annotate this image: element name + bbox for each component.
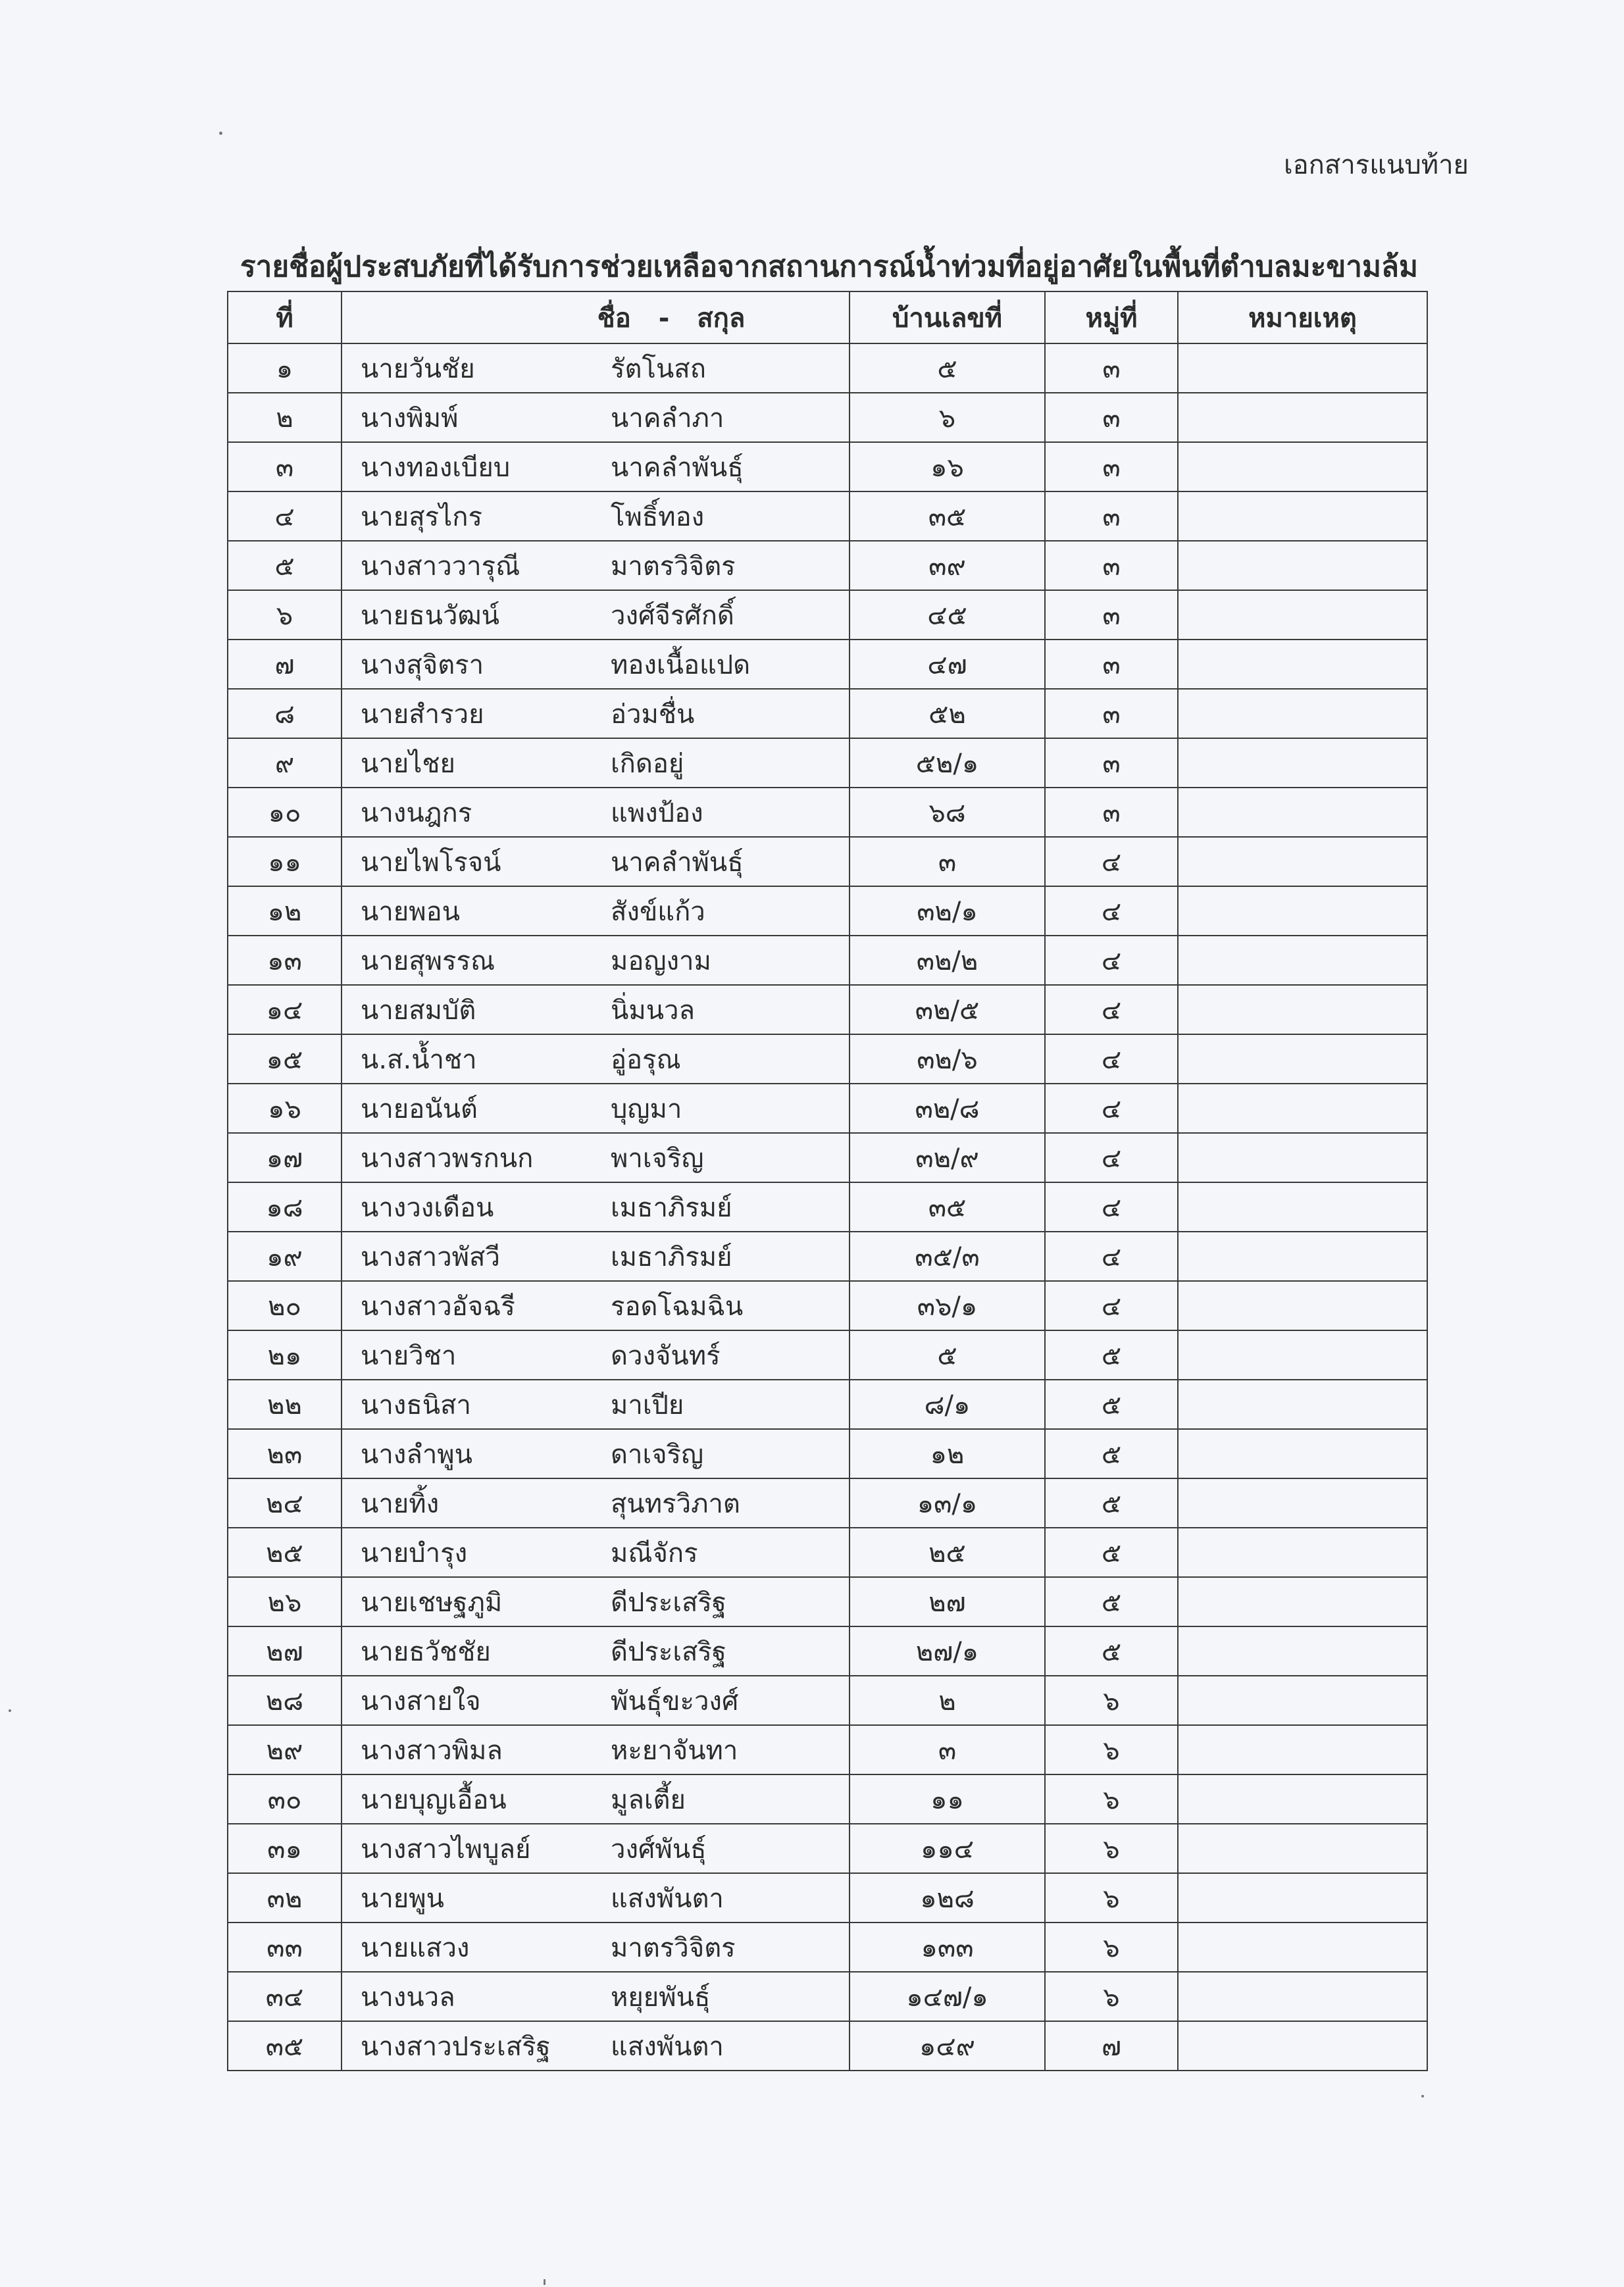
row-number: ๑๕ <box>228 1034 342 1084</box>
village-number: ๖ <box>1045 1676 1178 1725</box>
first-name: นายทิ้ง <box>361 1488 440 1519</box>
last-name: นิ่มนวล <box>611 995 696 1026</box>
village-number: ๗ <box>1045 2021 1178 2071</box>
first-name: นายพูน <box>361 1883 444 1914</box>
village-number: ๓ <box>1045 491 1178 541</box>
last-name: เมธาภิรมย์ <box>611 1242 732 1272</box>
table-row <box>228 1281 1427 1330</box>
row-number: ๓๒ <box>228 1873 342 1923</box>
row-number: ๒๖ <box>228 1577 342 1626</box>
row-name <box>342 640 850 689</box>
row-number: ๙ <box>228 738 342 788</box>
row-name <box>342 1626 850 1676</box>
table-row <box>228 886 1427 936</box>
remark-cell <box>1178 1281 1427 1330</box>
village-number: ๓ <box>1045 393 1178 442</box>
table-row <box>228 936 1427 985</box>
first-name: นางลำพูน <box>361 1439 473 1470</box>
header-no: ที่ <box>228 291 342 343</box>
remark-cell <box>1178 1330 1427 1380</box>
row-name <box>342 1873 850 1923</box>
village-number: ๖ <box>1045 1972 1178 2021</box>
row-number: ๘ <box>228 689 342 738</box>
first-name: นายวิชา <box>361 1340 457 1371</box>
village-number: ๓ <box>1045 590 1178 640</box>
first-name: นายอนันต์ <box>361 1093 478 1124</box>
remark-cell <box>1178 393 1427 442</box>
village-number: ๖ <box>1045 1923 1178 1972</box>
house-number: ๕๒ <box>850 689 1045 738</box>
header-remark: หมายเหตุ <box>1178 291 1427 343</box>
row-name <box>342 442 850 491</box>
first-name: นายเชษฐภูมิ <box>361 1587 503 1618</box>
table-row <box>228 738 1427 788</box>
remark-cell <box>1178 640 1427 689</box>
village-number: ๔ <box>1045 837 1178 886</box>
last-name: อู่อรุณ <box>611 1044 681 1075</box>
table-row <box>228 1577 1427 1626</box>
header-surname: สกุล <box>697 303 746 334</box>
row-name <box>342 1577 850 1626</box>
table-row <box>228 1182 1427 1232</box>
row-name <box>342 590 850 640</box>
first-name: นายบุญเอื้อน <box>361 1784 507 1815</box>
remark-cell <box>1178 1923 1427 1972</box>
house-number: ๖๘ <box>850 788 1045 837</box>
remark-cell <box>1178 936 1427 985</box>
first-name: นางพิมพ์ <box>361 403 459 434</box>
table-row <box>228 1972 1427 2021</box>
village-number: ๓ <box>1045 442 1178 491</box>
table-row <box>228 491 1427 541</box>
house-number: ๒๕ <box>850 1528 1045 1577</box>
table-row <box>228 1380 1427 1429</box>
table-row <box>228 1774 1427 1824</box>
remark-cell <box>1178 1774 1427 1824</box>
last-name: สุนทรวิภาต <box>611 1488 740 1519</box>
village-number: ๖ <box>1045 1873 1178 1923</box>
last-name: มอญงาม <box>611 945 711 976</box>
row-number: ๔ <box>228 491 342 541</box>
scan-speck <box>219 132 222 135</box>
scan-speck <box>9 1709 11 1712</box>
table-row <box>228 590 1427 640</box>
first-name: นางสาวพิมล <box>361 1735 503 1766</box>
header-name-surname <box>342 291 850 343</box>
row-number: ๓๔ <box>228 1972 342 2021</box>
last-name: หะยาจันทา <box>611 1735 738 1766</box>
row-number: ๑๖ <box>228 1084 342 1133</box>
last-name: มณีจักร <box>611 1538 698 1569</box>
annex-label: เอกสารแนบท้าย <box>1283 150 1469 180</box>
house-number: ๓๒/๖ <box>850 1034 1045 1084</box>
last-name: มาเปีย <box>611 1390 684 1420</box>
village-number: ๓ <box>1045 738 1178 788</box>
remark-cell <box>1178 738 1427 788</box>
house-number: ๘/๑ <box>850 1380 1045 1429</box>
house-number: ๖ <box>850 393 1045 442</box>
row-number: ๑๒ <box>228 886 342 936</box>
remark-cell <box>1178 1034 1427 1084</box>
house-number: ๑๖ <box>850 442 1045 491</box>
table-row <box>228 1429 1427 1478</box>
first-name: นางสายใจ <box>361 1686 481 1717</box>
row-number: ๒ <box>228 393 342 442</box>
scan-speck <box>1421 2095 1424 2098</box>
row-number: ๓๓ <box>228 1923 342 1972</box>
row-number: ๒๘ <box>228 1676 342 1725</box>
row-name <box>342 837 850 886</box>
row-number: ๑๗ <box>228 1133 342 1182</box>
table-row <box>228 837 1427 886</box>
table-row <box>228 541 1427 590</box>
village-number: ๓ <box>1045 640 1178 689</box>
remark-cell <box>1178 1528 1427 1577</box>
house-number: ๓๒/๑ <box>850 886 1045 936</box>
row-name <box>342 985 850 1034</box>
house-number: ๓๖/๑ <box>850 1281 1045 1330</box>
table-row <box>228 1232 1427 1281</box>
row-number: ๒๓ <box>228 1429 342 1478</box>
row-name <box>342 1478 850 1528</box>
house-number: ๓ <box>850 837 1045 886</box>
table-row <box>228 1084 1427 1133</box>
row-name <box>342 1281 850 1330</box>
remark-cell <box>1178 689 1427 738</box>
house-number: ๑๑๔ <box>850 1824 1045 1873</box>
row-name <box>342 343 850 393</box>
first-name: นางธนิสา <box>361 1390 471 1420</box>
row-number: ๕ <box>228 541 342 590</box>
table-row <box>228 788 1427 837</box>
first-name: นางนวล <box>361 1982 455 2013</box>
last-name: แสงพันตา <box>611 1883 724 1914</box>
row-name <box>342 1676 850 1725</box>
house-number: ๔๕ <box>850 590 1045 640</box>
first-name: นางสาววารุณี <box>361 551 520 582</box>
header-moo: หมู่ที่ <box>1045 291 1178 343</box>
remark-cell <box>1178 1478 1427 1528</box>
village-number: ๔ <box>1045 1084 1178 1133</box>
remark-cell <box>1178 1873 1427 1923</box>
village-number: ๕ <box>1045 1380 1178 1429</box>
row-name <box>342 689 850 738</box>
house-number: ๒๗ <box>850 1577 1045 1626</box>
row-number: ๑๙ <box>228 1232 342 1281</box>
row-name <box>342 936 850 985</box>
village-number: ๔ <box>1045 886 1178 936</box>
first-name: นายพอน <box>361 896 460 927</box>
scan-speck <box>544 2279 546 2285</box>
last-name: ทองเนื้อแปด <box>611 649 751 680</box>
first-name: นายสุรไกร <box>361 501 482 532</box>
last-name: นาคลำพันธุ์ <box>611 452 744 483</box>
row-name <box>342 1330 850 1380</box>
last-name: แพงป้อง <box>611 797 703 828</box>
row-number: ๓๑ <box>228 1824 342 1873</box>
row-number: ๒๕ <box>228 1528 342 1577</box>
first-name: นางสาวพรกนก <box>361 1143 534 1174</box>
village-number: ๔ <box>1045 1281 1178 1330</box>
row-number: ๑๓ <box>228 936 342 985</box>
row-name <box>342 1084 850 1133</box>
row-name <box>342 541 850 590</box>
remark-cell <box>1178 886 1427 936</box>
row-name <box>342 1972 850 2021</box>
table-row <box>228 1528 1427 1577</box>
last-name: สังข์แก้ว <box>611 896 705 927</box>
village-number: ๓ <box>1045 343 1178 393</box>
last-name: ดีประเสริฐ <box>611 1587 726 1618</box>
row-name <box>342 1725 850 1774</box>
last-name: นาคลำภา <box>611 403 724 434</box>
table-row <box>228 1873 1427 1923</box>
row-name <box>342 2021 850 2071</box>
row-number: ๒๔ <box>228 1478 342 1528</box>
table-row <box>228 985 1427 1034</box>
table-row <box>228 1626 1427 1676</box>
house-number: ๑๓๓ <box>850 1923 1045 1972</box>
row-name <box>342 1182 850 1232</box>
row-number: ๑ <box>228 343 342 393</box>
row-number: ๒๐ <box>228 1281 342 1330</box>
table-row <box>228 1923 1427 1972</box>
house-number: ๑๒๘ <box>850 1873 1045 1923</box>
first-name: นายธวัชชัย <box>361 1636 491 1667</box>
header-name: ชื่อ <box>597 303 631 334</box>
row-number: ๒๗ <box>228 1626 342 1676</box>
row-name <box>342 393 850 442</box>
table-row <box>228 1824 1427 1873</box>
house-number: ๓๒/๒ <box>850 936 1045 985</box>
last-name: วงศ์พันธุ์ <box>611 1834 707 1865</box>
remark-cell <box>1178 541 1427 590</box>
row-name <box>342 1034 850 1084</box>
first-name: นางสุจิตรา <box>361 649 484 680</box>
last-name: แสงพันตา <box>611 2031 724 2062</box>
table-row <box>228 393 1427 442</box>
last-name: หยุยพันธุ์ <box>611 1982 711 2013</box>
table-row <box>228 2021 1427 2071</box>
village-number: ๓ <box>1045 689 1178 738</box>
house-number: ๑๔๙ <box>850 2021 1045 2071</box>
last-name: นาคลำพันธุ์ <box>611 847 744 878</box>
first-name: นายสำรวย <box>361 699 484 730</box>
last-name: มูลเตี้ย <box>611 1784 686 1815</box>
house-number: ๑๓/๑ <box>850 1478 1045 1528</box>
village-number: ๔ <box>1045 1133 1178 1182</box>
row-number: ๖ <box>228 590 342 640</box>
remark-cell <box>1178 1182 1427 1232</box>
victims-table <box>227 291 1428 2071</box>
village-number: ๖ <box>1045 1725 1178 1774</box>
row-number: ๒๙ <box>228 1725 342 1774</box>
village-number: ๔ <box>1045 936 1178 985</box>
row-name <box>342 1380 850 1429</box>
house-number: ๓๒/๕ <box>850 985 1045 1034</box>
row-name <box>342 1774 850 1824</box>
first-name: นางวงเดือน <box>361 1192 494 1223</box>
remark-cell <box>1178 1084 1427 1133</box>
last-name: มาตรวิจิตร <box>611 1932 736 1963</box>
last-name: บุญมา <box>611 1093 682 1124</box>
village-number: ๖ <box>1045 1824 1178 1873</box>
table-row <box>228 640 1427 689</box>
village-number: ๔ <box>1045 1232 1178 1281</box>
first-name: นางสาวพัสวี <box>361 1242 500 1272</box>
village-number: ๓ <box>1045 788 1178 837</box>
remark-cell <box>1178 2021 1427 2071</box>
remark-cell <box>1178 442 1427 491</box>
remark-cell <box>1178 985 1427 1034</box>
house-number: ๒๗/๑ <box>850 1626 1045 1676</box>
first-name: นายบำรุง <box>361 1538 468 1569</box>
village-number: ๓ <box>1045 541 1178 590</box>
row-name <box>342 491 850 541</box>
document-title: รายชื่อผู้ประสบภัยที่ได้รับการช่วยเหลือจากสถานการณ์น้ำท่วมที่อยู่อาศัยในพื้นที่ตำบลมะขามล้ม <box>240 250 1418 284</box>
row-name <box>342 1429 850 1478</box>
remark-cell <box>1178 1824 1427 1873</box>
table-row <box>228 1133 1427 1182</box>
last-name: เมธาภิรมย์ <box>611 1192 732 1223</box>
table-row <box>228 1725 1427 1774</box>
remark-cell <box>1178 343 1427 393</box>
table-row <box>228 442 1427 491</box>
last-name: วงศ์จีรศักดิ์ <box>611 600 734 631</box>
row-number: ๗ <box>228 640 342 689</box>
table-body <box>228 343 1427 2071</box>
first-name: นางทองเบียบ <box>361 452 511 483</box>
house-number: ๓๕ <box>850 491 1045 541</box>
last-name: รัตโนสถ <box>611 353 706 384</box>
house-number: ๑๑ <box>850 1774 1045 1824</box>
first-name: นายไชย <box>361 748 455 779</box>
last-name: รอดโฉมฉิน <box>611 1291 744 1322</box>
village-number: ๕ <box>1045 1429 1178 1478</box>
village-number: ๖ <box>1045 1774 1178 1824</box>
remark-cell <box>1178 788 1427 837</box>
remark-cell <box>1178 1577 1427 1626</box>
row-number: ๑๘ <box>228 1182 342 1232</box>
row-number: ๒๑ <box>228 1330 342 1380</box>
table-row <box>228 689 1427 738</box>
first-name: นายไพโรจน์ <box>361 847 501 878</box>
remark-cell <box>1178 1133 1427 1182</box>
village-number: ๕ <box>1045 1330 1178 1380</box>
last-name: เกิดอยู่ <box>611 748 684 779</box>
last-name: อ่วมชื่น <box>611 699 695 730</box>
row-name <box>342 788 850 837</box>
row-number: ๒๒ <box>228 1380 342 1429</box>
row-name <box>342 886 850 936</box>
last-name: ดีประเสริฐ <box>611 1636 726 1667</box>
village-number: ๔ <box>1045 1034 1178 1084</box>
row-number: ๓๐ <box>228 1774 342 1824</box>
house-number: ๒ <box>850 1676 1045 1725</box>
last-name: พาเจริญ <box>611 1143 704 1174</box>
first-name: น.ส.น้ำชา <box>361 1044 477 1075</box>
village-number: ๕ <box>1045 1626 1178 1676</box>
first-name: นายสุพรรณ <box>361 945 495 976</box>
row-name <box>342 738 850 788</box>
row-name <box>342 1923 850 1972</box>
remark-cell <box>1178 1626 1427 1676</box>
house-number: ๓๒/๙ <box>850 1133 1045 1182</box>
header-name-sep: - <box>658 303 670 334</box>
row-number: ๑๐ <box>228 788 342 837</box>
row-name <box>342 1824 850 1873</box>
remark-cell <box>1178 590 1427 640</box>
table-row <box>228 1478 1427 1528</box>
table-row <box>228 1676 1427 1725</box>
row-number: ๓๕ <box>228 2021 342 2071</box>
table-row <box>228 1034 1427 1084</box>
house-number: ๓๒/๘ <box>850 1084 1045 1133</box>
table-row <box>228 343 1427 393</box>
row-number: ๓ <box>228 442 342 491</box>
row-name <box>342 1232 850 1281</box>
first-name: นางสาวประเสริฐ <box>361 2031 551 2062</box>
row-number: ๑๔ <box>228 985 342 1034</box>
last-name: ดวงจันทร์ <box>611 1340 721 1371</box>
table-row <box>228 1330 1427 1380</box>
remark-cell <box>1178 1232 1427 1281</box>
remark-cell <box>1178 837 1427 886</box>
house-number: ๑๔๗/๑ <box>850 1972 1045 2021</box>
last-name: พันธุ์ขะวงศ์ <box>611 1686 739 1717</box>
remark-cell <box>1178 1380 1427 1429</box>
row-name <box>342 1133 850 1182</box>
house-number: ๕๒/๑ <box>850 738 1045 788</box>
remark-cell <box>1178 491 1427 541</box>
house-number: ๓๕/๓ <box>850 1232 1045 1281</box>
remark-cell <box>1178 1429 1427 1478</box>
first-name: นางสาวอัจฉรี <box>361 1291 515 1322</box>
last-name: โพธิ์ทอง <box>611 501 705 532</box>
village-number: ๔ <box>1045 985 1178 1034</box>
remark-cell <box>1178 1676 1427 1725</box>
table-header-row <box>228 291 1427 343</box>
house-number: ๓๙ <box>850 541 1045 590</box>
house-number: ๕ <box>850 1330 1045 1380</box>
header-house-no: บ้านเลขที่ <box>850 291 1045 343</box>
last-name: มาตรวิจิตร <box>611 551 736 582</box>
first-name: นางนฎกร <box>361 797 472 828</box>
village-number: ๔ <box>1045 1182 1178 1232</box>
first-name: นายแสวง <box>361 1932 470 1963</box>
house-number: ๔๗ <box>850 640 1045 689</box>
first-name: นายธนวัฒน์ <box>361 600 499 631</box>
house-number: ๓๕ <box>850 1182 1045 1232</box>
first-name: นายวันชัย <box>361 353 475 384</box>
first-name: นายสมบัติ <box>361 995 476 1026</box>
village-number: ๕ <box>1045 1478 1178 1528</box>
remark-cell <box>1178 1725 1427 1774</box>
row-number: ๑๑ <box>228 837 342 886</box>
last-name: ดาเจริญ <box>611 1439 704 1470</box>
row-name <box>342 1528 850 1577</box>
remark-cell <box>1178 1972 1427 2021</box>
house-number: ๕ <box>850 343 1045 393</box>
first-name: นางสาวไพบูลย์ <box>361 1834 531 1865</box>
house-number: ๑๒ <box>850 1429 1045 1478</box>
village-number: ๕ <box>1045 1528 1178 1577</box>
house-number: ๓ <box>850 1725 1045 1774</box>
village-number: ๕ <box>1045 1577 1178 1626</box>
